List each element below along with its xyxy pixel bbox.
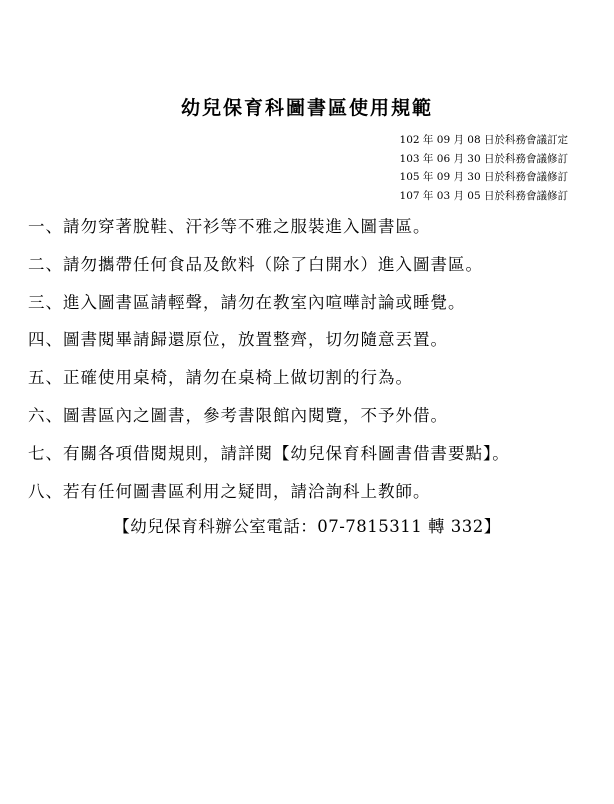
document-title: 幼兒保育科圖書區使用規範 xyxy=(180,97,433,119)
rule-item: 四、圖書閱畢請歸還原位，放置整齊，切勿隨意丟置。 xyxy=(28,330,448,350)
revision-line: 105 年 09 月 30 日於科務會議修訂 xyxy=(399,171,568,183)
rule-item: 五、正確使用桌椅，請勿在桌椅上做切割的行為。 xyxy=(28,368,413,388)
revision-line: 107 年 03 月 05 日於科務會議修訂 xyxy=(399,189,568,202)
revision-line: 102 年 09 月 08 日於科務會議訂定 xyxy=(399,134,568,146)
rule-item: 七、有關各項借閱規則，請詳閱【幼兒保育科圖書借書要點】。 xyxy=(28,443,510,463)
rule-item: 一、請勿穿著脫鞋、汗衫等不雅之服裝進入圖書區。 xyxy=(28,217,431,236)
office-contact: 【幼兒保育科辦公室電話：07-7815311 轉 332】 xyxy=(113,517,501,536)
rule-item: 三、進入圖書區請輕聲，請勿在教室內喧嘩討論或睡覺。 xyxy=(28,292,466,312)
revision-history xyxy=(400,131,568,205)
rule-item: 六、圖書區內之圖書，參考書限館內閱覽，不予外借。 xyxy=(28,405,448,425)
rule-item: 二、請勿攜帶任何食品及飲料（除了白開水）進入圖書區。 xyxy=(28,254,483,274)
rules-list xyxy=(28,215,598,517)
rule-item: 八、若有任何圖書區利用之疑問，請洽詢科上教師。 xyxy=(28,481,431,501)
revision-line: 103 年 06 月 30 日於科務會議修訂 xyxy=(399,152,568,165)
